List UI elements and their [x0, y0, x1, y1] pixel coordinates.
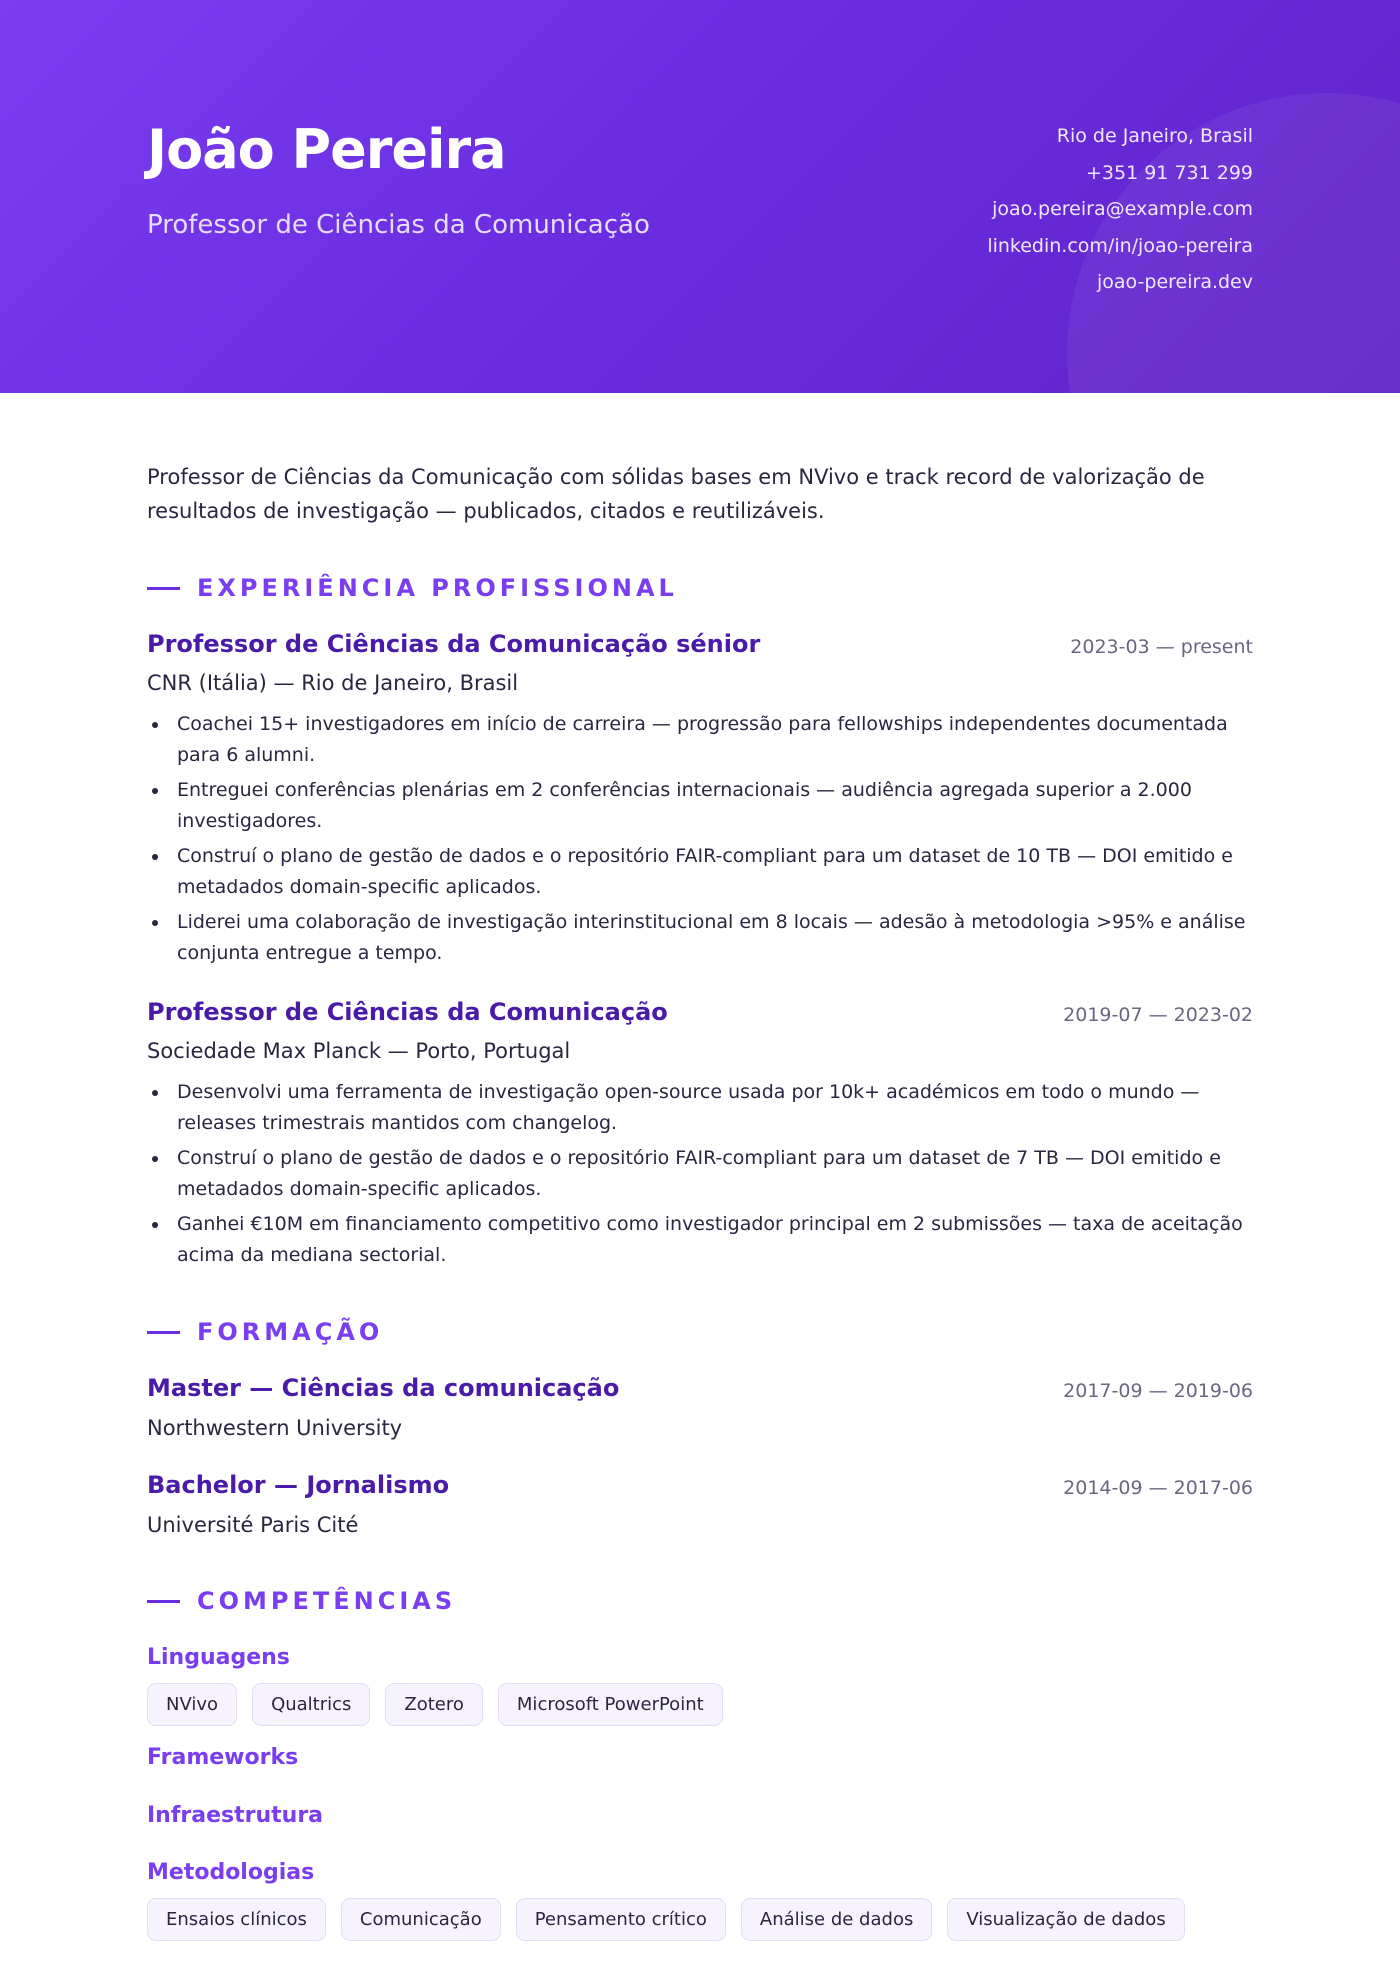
- skill-chip: Qualtrics: [252, 1683, 370, 1726]
- skill-category-infraestrutura: Infraestrutura: [147, 1803, 324, 1828]
- section-experience-title: EXPERIÊNCIA PROFISSIONAL: [147, 574, 678, 602]
- bullet-item: Liderei uma colaboração de investigação interinstitucional em 8 locais — adesão à metodologia >95% e análise conjunta entregue a tempo.: [147, 907, 1257, 969]
- person-headline: Professor de Ciências da Comunicação: [147, 210, 650, 240]
- degree-dates: 2017-09 — 2019-06: [1063, 1380, 1253, 1402]
- skill-category-metodologias: Metodologias: [147, 1860, 315, 1885]
- degree-title: Bachelor — Jornalismo: [147, 1471, 450, 1499]
- job-organization: Sociedade Max Planck — Porto, Portugal: [147, 1039, 571, 1063]
- degree-title: Master — Ciências da comunicação: [147, 1374, 620, 1402]
- job-organization: CNR (Itália) — Rio de Janeiro, Brasil: [147, 671, 519, 695]
- job-dates: 2023-03 — present: [1070, 636, 1253, 658]
- skill-chips: [147, 1898, 1185, 1941]
- skill-chip: Comunicação: [341, 1898, 501, 1941]
- job-bullets: [147, 709, 1257, 973]
- summary-text: Professor de Ciências da Comunicação com sólidas bases em NVivo e track record de valorização de resultados de investigação — publicados, citados e reutilizáveis.: [147, 465, 1205, 523]
- person-name: João Pereira: [147, 118, 506, 181]
- contact-location: Rio de Janeiro, Brasil: [1056, 125, 1253, 147]
- skill-chips: [147, 1683, 723, 1726]
- section-bar: [147, 1600, 180, 1603]
- skill-chip: Análise de dados: [741, 1898, 932, 1941]
- skill-category-frameworks: Frameworks: [147, 1745, 299, 1770]
- resume-header: [0, 0, 1400, 393]
- skill-chip: Ensaios clínicos: [147, 1898, 326, 1941]
- job-title: Professor de Ciências da Comunicação sénior: [147, 630, 761, 658]
- contact-email[interactable]: joao.pereira@example.com: [992, 198, 1253, 220]
- job-dates: 2019-07 — 2023-02: [1063, 1004, 1253, 1026]
- skill-chip: Microsoft PowerPoint: [498, 1683, 723, 1726]
- bullet-item: Construí o plano de gestão de dados e o repositório FAIR-compliant para um dataset de 7 TB — DOI emitido e metadados domain-specific aplicados.: [147, 1143, 1257, 1205]
- contact-block: [987, 122, 1253, 305]
- contact-phone: +351 91 731 299: [1085, 161, 1253, 184]
- bullet-item: Ganhei €10M em financiamento competitivo como investigador principal em 2 submissões — taxa de aceitação acima da mediana sectorial.: [147, 1209, 1257, 1271]
- section-bar: [147, 587, 180, 590]
- bullet-item: Desenvolvi uma ferramenta de investigação open-source usada por 10k+ académicos em todo o mundo — releases trimestrais mantidos com changelog.: [147, 1077, 1257, 1139]
- skill-chip: Visualização de dados: [947, 1898, 1184, 1941]
- degree-dates: 2014-09 — 2017-06: [1063, 1477, 1253, 1499]
- bullet-item: Construí o plano de gestão de dados e o repositório FAIR-compliant para um dataset de 10 TB — DOI emitido e metadados domain-specific aplicados.: [147, 841, 1257, 903]
- skill-chip: Zotero: [385, 1683, 483, 1726]
- section-education-title: FORMAÇÃO: [147, 1318, 383, 1346]
- skill-category-linguagens: Linguagens: [147, 1645, 290, 1670]
- degree-school: Université Paris Cité: [147, 1513, 359, 1537]
- job-title: Professor de Ciências da Comunicação: [147, 998, 668, 1026]
- degree-school: Northwestern University: [147, 1416, 403, 1440]
- skill-chip: NVivo: [147, 1683, 237, 1726]
- job-bullets: [147, 1077, 1257, 1275]
- section-skills-title: COMPETÊNCIAS: [147, 1587, 456, 1615]
- skill-chip: Pensamento crítico: [516, 1898, 726, 1941]
- contact-linkedin[interactable]: linkedin.com/in/joao-pereira: [987, 234, 1253, 257]
- section-bar: [147, 1331, 180, 1334]
- bullet-item: Entreguei conferências plenárias em 2 conferências internacionais — audiência agregada superior a 2.000 investigadores.: [147, 775, 1257, 837]
- bullet-item: Coachei 15+ investigadores em início de carreira — progressão para fellowships independentes documentada para 6 alumni.: [147, 709, 1257, 771]
- contact-website[interactable]: joao-pereira.dev: [1097, 271, 1253, 293]
